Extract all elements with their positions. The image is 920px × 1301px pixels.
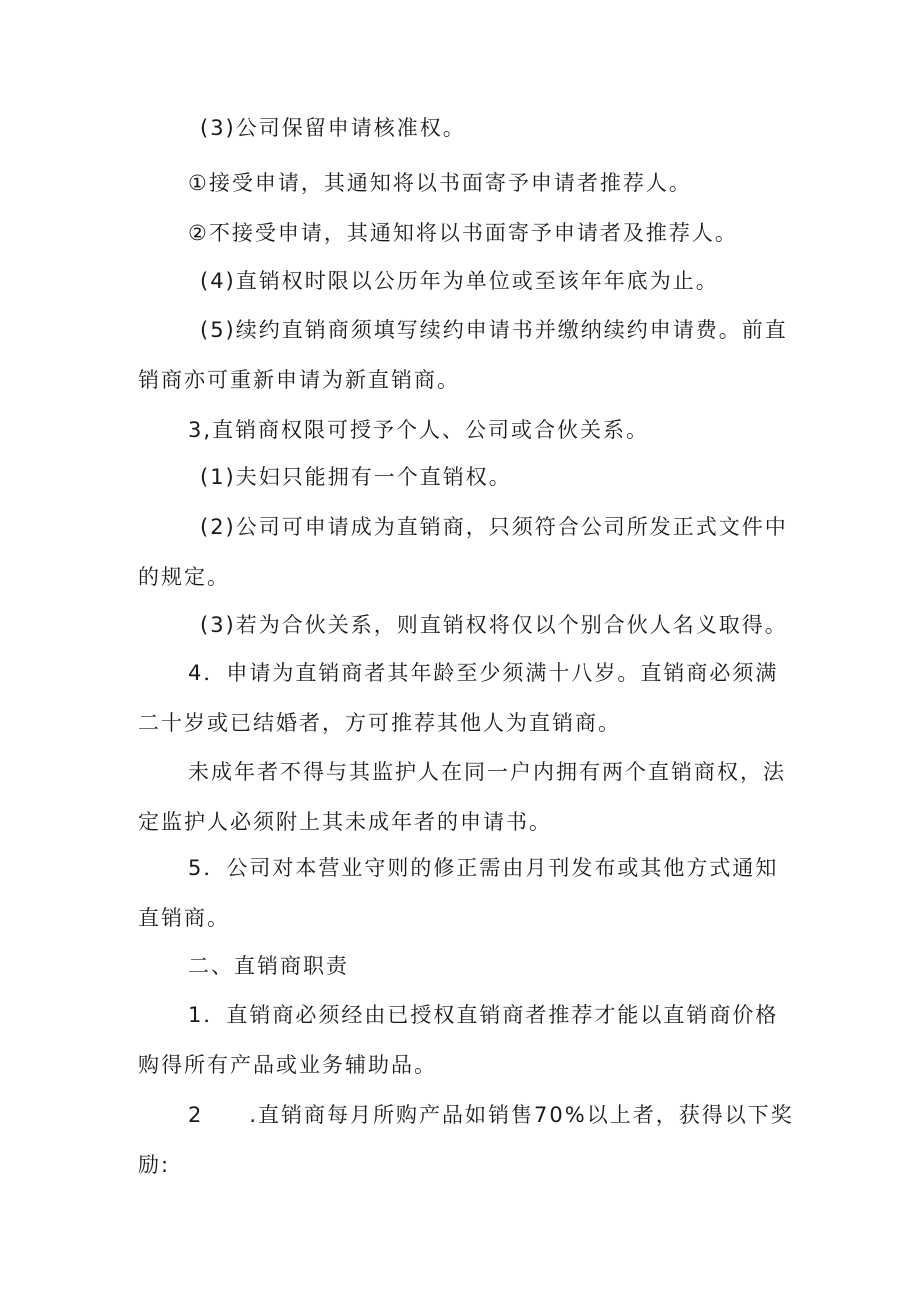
paragraph-3-approval: (3)公司保留申请核准权。 bbox=[200, 116, 466, 140]
paragraph-reject-application: ②不接受申请，其通知将以书面寄予申请者及推荐人。 bbox=[188, 221, 738, 245]
paragraph-4-term: (4)直销权时限以公历年为单位或至该年年底为止。 bbox=[200, 269, 719, 293]
paragraph-2-reward: 2 .直销商每月所购产品如销售70%以上者，获得以下奖励: bbox=[138, 1103, 794, 1177]
paragraph-3-partnership: (3)若为合伙关系，则直销权将仅以个别合伙人名义取得。 bbox=[200, 613, 788, 637]
paragraph-5-amendment: 5．公司对本营业守则的修正需由月刊发布或其他方式通知直销商。 bbox=[138, 856, 779, 930]
paragraph-minors: 未成年者不得与其监护人在同一户内拥有两个直销商权，法定监护人必须附上其未成年者的申请书。 bbox=[138, 760, 786, 834]
paragraph-1-sponsorship: 1．直销商必须经由已授权直销商者推荐才能以直销商价格购得所有产品或业务辅助品。 bbox=[138, 1003, 779, 1077]
paragraph-3-rights: 3,直销商权限可授予个人、公司或合伙关系。 bbox=[188, 418, 650, 442]
section-heading-distributor-duties: 二、直销商职责 bbox=[188, 954, 349, 978]
paragraph-2-company: (2)公司可申请成为直销商，只须符合公司所发正式文件中的规定。 bbox=[138, 515, 788, 589]
paragraph-5-renewal: (5)续约直销商须填写续约申请书并缴纳续约申请费。前直销商亦可重新申请为新直销商。 bbox=[138, 318, 788, 392]
paragraph-4-age: 4．申请为直销商者其年龄至少须满十八岁。直销商必须满二十岁或已结婚者，方可推荐其他人为直销商。 bbox=[138, 661, 779, 735]
paragraph-accept-application: ①接受申请，其通知将以书面寄予申请者推荐人。 bbox=[188, 171, 692, 195]
paragraph-1-couple: (1)夫妇只能拥有一个直销权。 bbox=[200, 465, 512, 489]
